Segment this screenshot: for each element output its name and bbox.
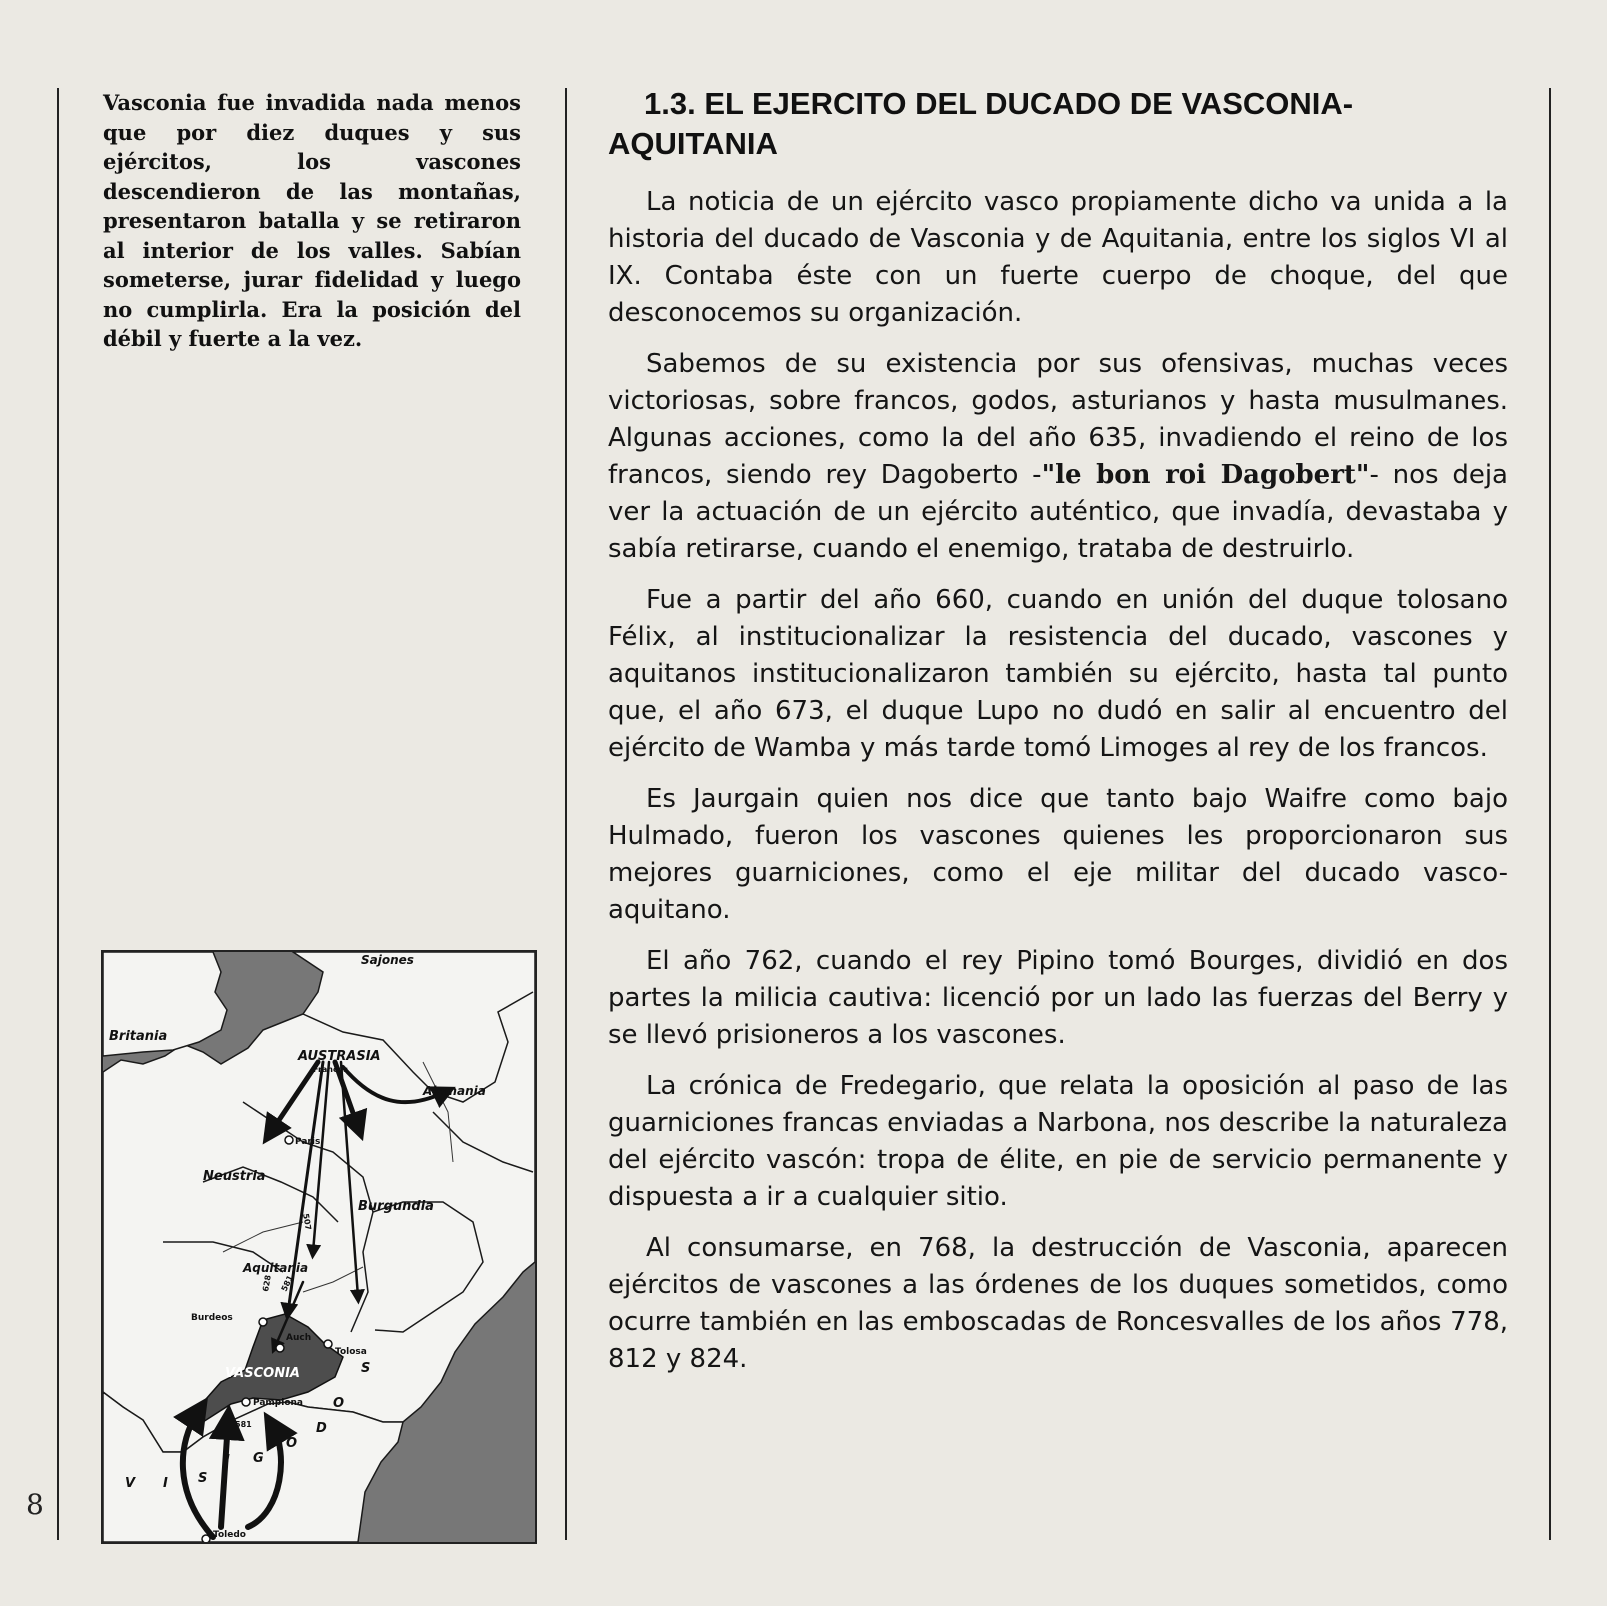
visigodos-letter: I [225, 1453, 230, 1468]
paragraph-7: Al consumarse, en 768, la destrucción de Vasconia, aparecen ejércitos de vascones a las órdenes de los duques sometidos, como ocurre también en las emboscadas de Roncesvalles de los años 778, 812 y 824. [608, 1233, 1508, 1374]
map-label-year-628: 628 [261, 1274, 273, 1293]
map-label-sajones: Sajones [361, 953, 414, 967]
map-label-aquitania: Aquitania [243, 1261, 309, 1275]
map-label-toledo: Toledo [213, 1530, 246, 1540]
visigodos-letter: V [125, 1476, 136, 1491]
visigodos-letter: S [361, 1361, 371, 1376]
burdeos-marker [259, 1318, 267, 1326]
map-label-pamplona: Pamplona [253, 1398, 303, 1408]
visigodos-letter: D [316, 1421, 327, 1436]
historical-map [101, 950, 537, 1544]
paragraph-2 [608, 346, 1508, 568]
visigodos-letter: S [198, 1471, 208, 1486]
paragraph-2-part-a: Sabemos de su existencia por sus ofensivas, muchas veces victoriosas, sobre francos, godos, asturianos y hasta musulmanes. Algunas acciones, como la del año 635, invadiendo el reino de los francos, siendo rey Dagoberto - [608, 349, 1508, 490]
map-label-francos: Francos [313, 1065, 348, 1074]
map-label-year-507: 507 [301, 1212, 313, 1231]
visigodos-letter: O [333, 1396, 345, 1411]
dagobert-quote: "le bon roi Dagobert" [1041, 460, 1370, 490]
toledo-marker [202, 1535, 210, 1542]
article-heading: 1.3. EL EJERCITO DEL DUCADO DE VASCONIA-AQUITANIA [608, 86, 1354, 161]
paragraph-4: Es Jaurgain quien nos dice que tanto bajo Waifre como bajo Hulmado, fueron los vascones quienes les proporcionaron sus mejores guarniciones, como el eje militar del ducado vasco-aquitano. [608, 784, 1508, 925]
map-label-alemania: Alemania [423, 1084, 486, 1098]
column-divider-rule [565, 88, 567, 1540]
visigodos-letter: O [286, 1436, 298, 1451]
auch-marker [276, 1344, 284, 1352]
paragraph-1: La noticia de un ejército vasco propiamente dicho va unida a la historia del ducado de Vasconia y de Aquitania, entre los siglos VI al IX. Contaba éste con un fuerte cuerpo de choque, del que desconocemos su organización. [608, 187, 1508, 328]
map-label-auch: Auch [286, 1333, 312, 1343]
visigodos-letter: I [163, 1476, 168, 1491]
visigodos-letter: G [253, 1451, 264, 1466]
left-margin-rule [57, 88, 59, 1540]
right-margin-rule [1549, 88, 1551, 1540]
map-label-austrasia: AUSTRASIA [298, 1049, 381, 1064]
map-label-britania: Britania [109, 1029, 168, 1044]
map-svg [103, 952, 535, 1542]
paragraph-2-part-b: - nos deja ver la actuación de un ejército auténtico, que invadía, devastaba y sabía retirarse, cuando el enemigo, trataba de destruirlo. [608, 460, 1508, 564]
paris-marker [285, 1136, 293, 1144]
page-number: 8 [26, 1488, 44, 1521]
tolosa-marker [324, 1340, 332, 1348]
sidebar-caption: Vasconia fue invadida nada menos que por diez duques y sus ejércitos, los vascones descendieron de las montañas, presentaron batalla y se retiraron al interior de los valles. Sabían someterse, jurar fidelidad y luego no cumplirla. Era la posición del débil y fuerte a la vez. [103, 90, 521, 351]
map-label-paris: Paris [295, 1137, 321, 1147]
map-label-tolosa: Tolosa [335, 1347, 367, 1357]
map-label-vasconia: VASCONIA [225, 1366, 300, 1381]
paragraph-6: La crónica de Fredegario, que relata la oposición al paso de las guarniciones francas enviadas a Narbona, nos describe la naturaleza del ejército vascón: tropa de élite, en pie de servicio permanente y dispuesta a ir a cualquier sitio. [608, 1071, 1508, 1212]
map-label-year-581-left: 581 [279, 1273, 295, 1293]
pamplona-marker [242, 1398, 250, 1406]
map-label-neustria: Neustria [203, 1169, 266, 1184]
map-label-year-581-bottom: 581 [235, 1420, 252, 1429]
map-label-burdeos: Burdeos [191, 1313, 233, 1323]
map-label-burgundia: Burgundia [358, 1199, 434, 1214]
paragraph-5: El año 762, cuando el rey Pipino tomó Bourges, dividió en dos partes la milicia cautiva: licenció por un lado las fuerzas del Berry y se llevó prisioneros a los vascones. [608, 946, 1508, 1050]
paragraph-3: Fue a partir del año 660, cuando en unión del duque tolosano Félix, al institucionalizar la resistencia del ducado, vascones y aquitanos institucionalizaron también su ejército, hasta tal punto que, el año 673, el duque Lupo no dudó en salir al encuentro del ejército de Wamba y más tarde tomó Limoges al rey de los francos. [608, 585, 1508, 763]
article [608, 84, 1508, 1392]
